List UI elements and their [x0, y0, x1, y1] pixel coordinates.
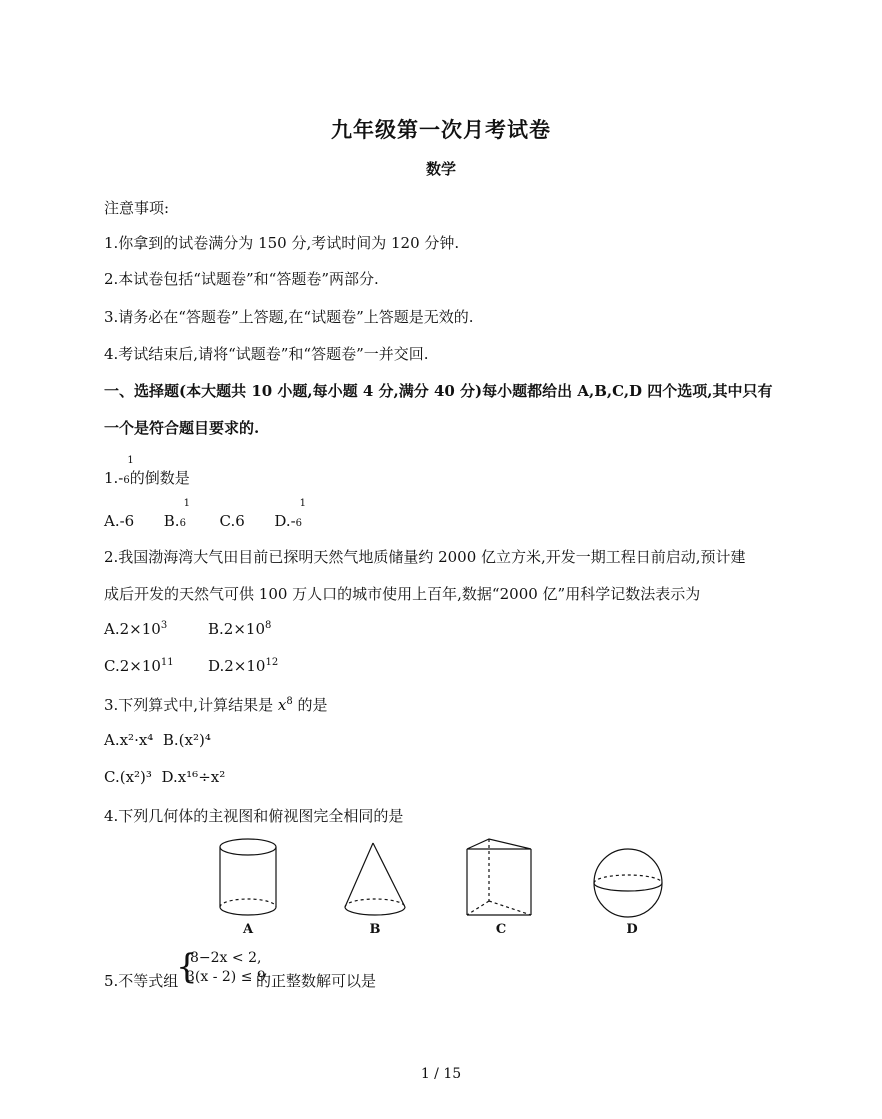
question-1-options — [104, 498, 307, 530]
question-4-stem: 4.下列几何体的主视图和俯视图完全相同的是 — [104, 807, 404, 825]
q3-option-a: A.x²·x⁴ — [104, 731, 154, 749]
q1-option-a: A.-6 — [104, 512, 135, 530]
q2-option-d — [208, 657, 278, 675]
figure-label-d: D — [626, 922, 638, 937]
q5-inequality-1: 8−2x < 2, — [190, 950, 262, 966]
sphere-icon — [594, 849, 662, 917]
question-1-stem — [104, 455, 190, 488]
q3-stem-pre: 3.下列算式中,计算结果是 — [104, 696, 278, 714]
section1-heading-line1: 一、选择题(本大题共 10 小题,每小题 4 分,满分 40 分)每小题都给出 A,B,C,D 四个选项,其中只有 — [104, 382, 773, 400]
section1-heading-line2: 一个是符合题目要求的. — [104, 419, 260, 437]
cone-icon — [345, 843, 405, 915]
q2-option-c — [104, 657, 208, 675]
figure-label-c: C — [495, 922, 507, 937]
q3-option-b: B.(x²)⁴ — [162, 731, 211, 749]
q1-d-den: 6 — [295, 518, 303, 529]
question-5-prefix: 5.不等式组 — [104, 972, 179, 990]
question-5-suffix: 的正整数解可以是 — [256, 972, 377, 990]
q1-option-c: C.6 — [219, 512, 245, 530]
q1-b-num: 1 — [183, 498, 190, 509]
q3-stem-post: 的是 — [292, 696, 328, 714]
q5-brace: { — [176, 947, 198, 987]
note-item-4: 4.考试结束后,请将“试题卷”和“答题卷”一并交回. — [104, 345, 429, 363]
note-item-1: 1.你拿到的试卷满分为 150 分,考试时间为 120 分钟. — [104, 234, 460, 252]
q1-option-b-fraction — [179, 498, 190, 530]
q2-option-a — [104, 620, 208, 638]
question-3-options-row1 — [104, 731, 211, 749]
figure-label-a: A — [242, 922, 254, 937]
q1-fraction — [123, 455, 134, 487]
q1-b-den: 6 — [179, 518, 186, 529]
prism-icon — [467, 839, 531, 915]
figure-label-b: B — [369, 922, 381, 937]
notes-heading: 注意事项: — [104, 199, 170, 217]
q3-stem-var: x — [277, 696, 287, 714]
q2-option-b — [208, 620, 271, 638]
q1-frac-num: 1 — [127, 455, 134, 466]
page-number: 1 / 15 — [420, 1066, 462, 1082]
q1-d-num: 1 — [299, 498, 307, 509]
q2-c-base: C.2×10 — [104, 657, 161, 675]
q2-b-base: B.2×10 — [208, 620, 265, 638]
q2-a-base: A.2×10 — [104, 620, 161, 638]
note-item-2: 2.本试卷包括“试题卷”和“答题卷”两部分. — [104, 270, 379, 288]
question-2-line1: 2.我国渤海湾大气田目前已探明天然气地质储量约 2000 亿立方米,开发一期工程日前启动,预计建 — [104, 548, 746, 566]
subject-heading: 数学 — [425, 160, 456, 178]
cylinder-icon — [220, 839, 276, 915]
note-item-3: 3.请务必在“答题卷”上答题,在“试题卷”上答题是无效的. — [104, 308, 474, 326]
q2-d-base: D.2×10 — [208, 657, 266, 675]
q2-b-exp: 8 — [265, 620, 272, 631]
q3-stem-exp: 8 — [286, 696, 293, 707]
q2-d-exp: 12 — [265, 657, 279, 668]
question-3-stem — [104, 694, 327, 715]
question-2-line2: 成后开发的天然气可供 100 万人口的城市使用上百年,数据“2000 亿”用科学记数法表示为 — [104, 585, 701, 603]
question-2-options-row1 — [104, 620, 271, 638]
q1-frac-den: 6 — [123, 475, 130, 486]
q1-prefix: 1.- — [104, 469, 124, 487]
page-title: 九年级第一次月考试卷 — [331, 117, 551, 142]
q2-c-exp: 11 — [160, 657, 174, 668]
q3-option-c: C.(x²)³ — [104, 768, 152, 786]
q2-a-exp: 3 — [160, 620, 168, 631]
question-3-options-row2 — [104, 768, 225, 786]
q1-suffix: 的倒数是 — [129, 469, 190, 487]
q1-option-b: B. — [163, 512, 180, 530]
q3-option-d: D.x¹⁶÷x² — [161, 768, 226, 786]
q5-inequality-2: 3(x - 2) ≤ 9 — [186, 969, 266, 985]
q1-option-d-fraction — [295, 498, 307, 530]
question-2-options-row2 — [104, 657, 278, 675]
q1-option-d: D.- — [274, 512, 296, 530]
q4-figures — [200, 835, 680, 920]
